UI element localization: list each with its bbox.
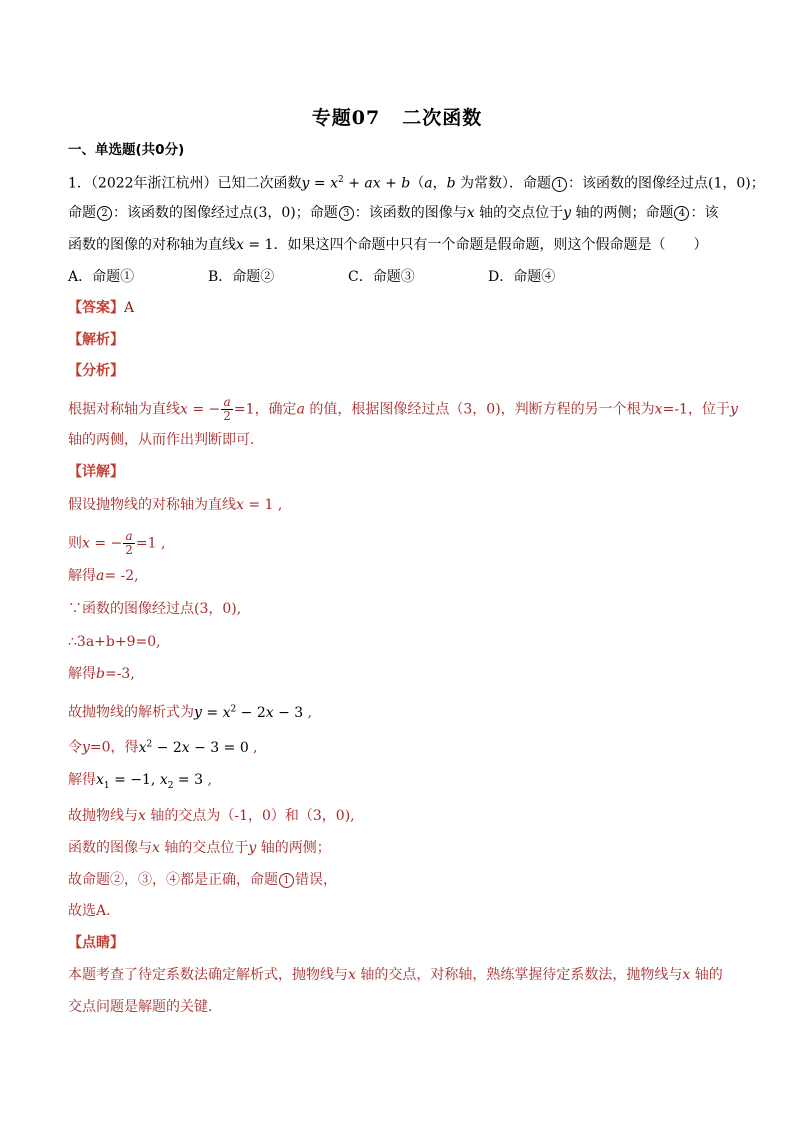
question-line-2: 命题 2 ：该函数的图像经过点(3，0)；命题 3 ：该函数的图像与x 轴的交点位于y 轴的两侧；命题 4 ：该 — [68, 205, 719, 221]
question-line-3: 函数的图像的对称轴为直线x = 1．如果这四个命题中只有一个命题是假命题，则这个假命题是（ ） — [68, 237, 708, 253]
circled-3-icon: 3 — [339, 206, 354, 221]
jiexi-heading: 【解析】 — [68, 332, 124, 348]
fenxi-heading: 【分析】 — [68, 363, 124, 379]
circled-1-icon: 1 — [552, 177, 567, 192]
circled-2-icon: 2 — [97, 206, 112, 221]
comment-line-1: 本题考查了待定系数法确定解析式，抛物线与x 轴的交点，对称轴，熟练掌握待定系数法，抛物线与x 轴的 — [68, 967, 723, 983]
options-row — [68, 267, 628, 287]
option-b[interactable]: B．命题② — [208, 269, 275, 285]
detail-line-8: 令y=0，得$x^2 - 2x - 3 = 0$ , — [68, 739, 258, 756]
question-line-1: 1．（2022年浙江杭州）已知二次函数$y = x^2$ + ax + b（a，b 为常数）．命题 1 ：该函数的图像经过点(1，0)； — [68, 175, 765, 192]
comment-line-2: 交点问题是解题的关键． — [68, 999, 222, 1015]
circled-1-icon: 1 — [279, 873, 294, 888]
detail-line-4: ∵函数的图像经过点(3，0), — [68, 601, 242, 617]
answer-line: 【答案】A — [68, 300, 135, 316]
title-topic-number: 专题07 — [311, 107, 381, 129]
detail-line-5: ∴3a+b+9=0, — [68, 634, 161, 650]
analysis-line-1: 根据对称轴为直线x = − $\frac{a}{2}$ =1，确定a 的值，根据图像经过点（3，0)，判断方程的另一个根为x=-1，位于y — [68, 395, 738, 423]
option-c[interactable]: C．命题③ — [348, 269, 415, 285]
section-heading: 一、单选题(共0分) — [68, 142, 185, 158]
detail-line-9: 解得$x_1 = -1$, $x_2 = 3$ , — [68, 772, 212, 791]
xiangjie-heading: 【详解】 — [68, 464, 124, 480]
detail-line-10: 故抛物线与x 轴的交点为（-1，0）和（3，0), — [68, 808, 355, 824]
detail-line-7: 故抛物线的解析式为$y = x^2 - 2x - 3$ , — [68, 704, 313, 721]
detail-line-2: 则x = − $\frac{a}{2}$ =1 , — [68, 529, 166, 557]
detail-line-3: 解得a= -2, — [68, 568, 139, 584]
option-d[interactable]: D．命题④ — [488, 269, 556, 285]
answer-value: A — [124, 300, 135, 316]
detail-line-1: 假设抛物线的对称轴为直线x = 1 , — [68, 497, 283, 513]
detail-line-12: 故命题②，③，④都是正确，命题 1 错误， — [68, 872, 337, 888]
page-title — [0, 103, 794, 130]
dianjing-heading: 【点睛】 — [68, 935, 124, 951]
title-topic-name: 二次函数 — [402, 107, 483, 129]
option-a[interactable]: A．命题① — [68, 269, 135, 285]
circled-4-icon: 4 — [674, 206, 689, 221]
analysis-line-2: 轴的两侧，从而作出判断即可． — [68, 432, 264, 448]
detail-line-6: 解得b=-3, — [68, 666, 135, 682]
detail-line-13: 故选A． — [68, 903, 121, 919]
detail-line-11: 函数的图像与x 轴的交点位于y 轴的两侧； — [68, 840, 331, 856]
